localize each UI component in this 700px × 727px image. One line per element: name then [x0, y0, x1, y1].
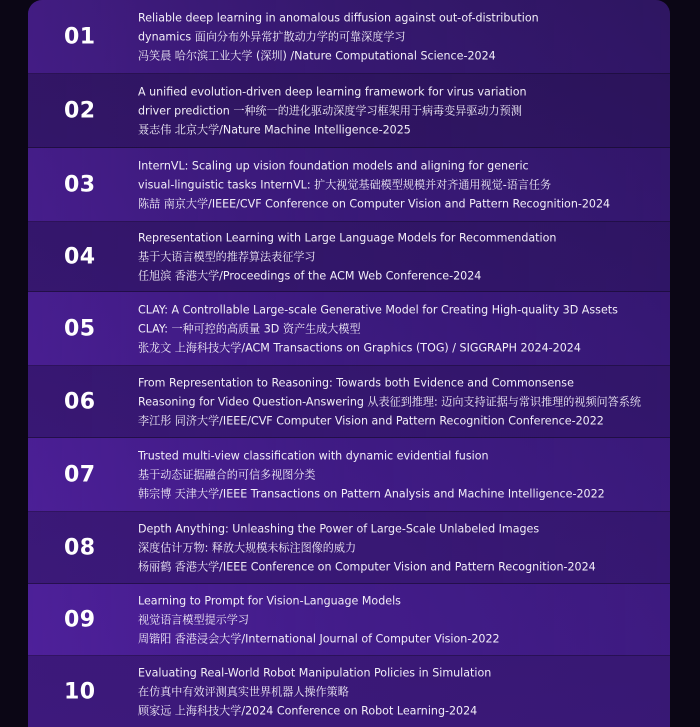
paper-title-line2: 深度估计万物: 释放大规模未标注图像的威力	[138, 541, 357, 554]
paper-info	[138, 446, 656, 503]
paper-title-line1: Trusted multi-view classification with dynamic evidential fusion	[138, 449, 489, 462]
paper-row-06	[28, 366, 670, 438]
paper-title-line2: 视觉语言模型提示学习	[138, 613, 249, 626]
paper-title-line1: Depth Anything: Unleashing the Power of Large-Scale Unlabeled Images	[138, 522, 540, 535]
paper-author-venue: 聂志伟 北京大学/Nature Machine Intelligence-2025	[138, 123, 411, 136]
paper-info	[138, 663, 656, 720]
paper-title-line1: InternVL: Scaling up vision foundation models and aligning for generic	[138, 159, 529, 172]
paper-info	[138, 300, 656, 357]
paper-row-10	[28, 656, 670, 727]
paper-list-panel	[28, 0, 670, 727]
paper-number: 02	[64, 98, 96, 123]
paper-row-09	[28, 584, 670, 656]
paper-info	[138, 228, 656, 285]
paper-title-line2: driver prediction 一种统一的进化驱动深度学习框架用于病毒变异驱动力预测	[138, 104, 522, 117]
paper-info	[138, 156, 656, 213]
paper-row-03	[28, 148, 670, 222]
paper-number: 10	[64, 679, 96, 704]
paper-title-line1: From Representation to Reasoning: Towards both Evidence and Commonsense	[138, 376, 574, 389]
paper-title-line2: visual-linguistic tasks InternVL: 扩大视觉基础模型规模并对齐通用视觉-语言任务	[138, 178, 552, 191]
paper-row-01	[28, 0, 670, 74]
paper-info	[138, 373, 656, 430]
paper-number: 08	[64, 535, 96, 560]
paper-author-venue: 陈喆 南京大学/IEEE/CVF Conference on Computer Vision and Pattern Recognition-2024	[138, 197, 611, 210]
paper-author-venue: 张龙文 上海科技大学/ACM Transactions on Graphics (TOG) / SIGGRAPH 2024-2024	[138, 341, 581, 354]
paper-number: 06	[64, 389, 96, 414]
paper-title-line1: CLAY: A Controllable Large-scale Generative Model for Creating High-quality 3D Assets	[138, 303, 618, 316]
paper-list	[28, 0, 670, 727]
paper-info	[138, 591, 656, 648]
paper-title-line1: Reliable deep learning in anomalous diffusion against out-of-distribution	[138, 11, 539, 24]
paper-number: 03	[64, 172, 96, 197]
paper-row-08	[28, 512, 670, 584]
paper-author-venue: 周锴阳 香港浸会大学/International Journal of Computer Vision-2022	[138, 632, 500, 645]
paper-title-line2: dynamics 面向分布外异常扩散动力学的可靠深度学习	[138, 30, 406, 43]
paper-author-venue: 顾家远 上海科技大学/2024 Conference on Robot Learning-2024	[138, 704, 478, 717]
paper-number: 09	[64, 607, 96, 632]
paper-author-venue: 冯笑晨 哈尔滨工业大学 (深圳) /Nature Computational Science-2024	[138, 49, 496, 62]
paper-row-07	[28, 438, 670, 512]
paper-title-line1: Evaluating Real-World Robot Manipulation Policies in Simulation	[138, 666, 492, 679]
paper-title-line2: CLAY: 一种可控的高质量 3D 资产生成大模型	[138, 322, 361, 335]
paper-info	[138, 519, 656, 576]
paper-row-04	[28, 222, 670, 292]
paper-row-05	[28, 292, 670, 366]
paper-title-line2: 基于动态证据融合的可信多视图分类	[138, 468, 316, 481]
paper-row-02	[28, 74, 670, 148]
paper-number: 07	[64, 462, 96, 487]
paper-number: 01	[64, 24, 96, 49]
paper-title-line2: 在仿真中有效评测真实世界机器人操作策略	[138, 685, 349, 698]
paper-author-venue: 杨丽鹤 香港大学/IEEE Conference on Computer Vision and Pattern Recognition-2024	[138, 560, 596, 573]
paper-title-line1: Representation Learning with Large Language Models for Recommendation	[138, 231, 557, 244]
paper-number: 05	[64, 316, 96, 341]
paper-info	[138, 8, 656, 65]
paper-author-venue: 韩宗博 天津大学/IEEE Transactions on Pattern Analysis and Machine Intelligence-2022	[138, 487, 605, 500]
paper-title-line1: A unified evolution-driven deep learning framework for virus variation	[138, 85, 527, 98]
paper-author-venue: 李江彤 同济大学/IEEE/CVF Computer Vision and Pattern Recognition Conference-2022	[138, 414, 604, 427]
paper-title-line2: Reasoning for Video Question-Answering 从表征到推理: 迈向支持证据与常识推理的视频问答系统	[138, 395, 641, 408]
paper-title-line1: Learning to Prompt for Vision-Language Models	[138, 594, 401, 607]
paper-author-venue: 任旭滨 香港大学/Proceedings of the ACM Web Conference-2024	[138, 269, 482, 282]
paper-title-line2: 基于大语言模型的推荐算法表征学习	[138, 250, 316, 263]
paper-number: 04	[64, 244, 96, 269]
paper-info	[138, 82, 656, 139]
